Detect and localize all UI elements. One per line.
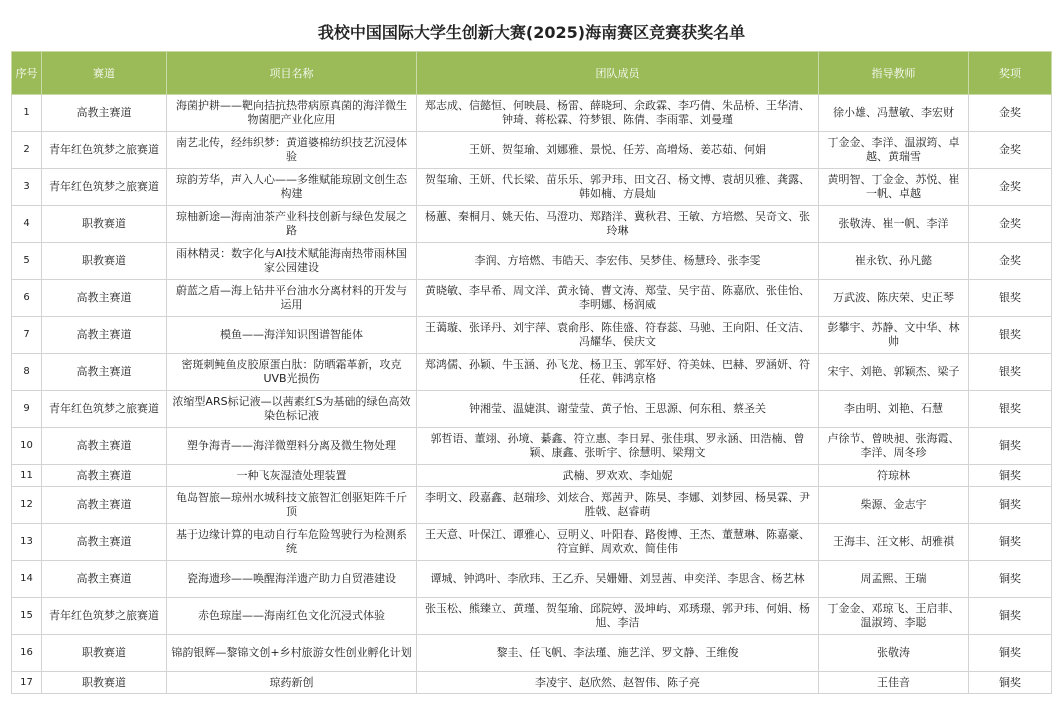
cell-award: 银奖	[969, 354, 1052, 391]
cell-members: 王天意、叶保江、谭雅心、豆明义、叶阳春、路俊博、王杰、董慧琳、陈嘉豪、符宣鲜、周欢欢、简佳伟	[417, 524, 819, 561]
cell-award: 银奖	[969, 280, 1052, 317]
cell-project: 密斑刺鲀鱼皮胶原蛋白肽：防晒霜革新，攻克UVB光损伤	[167, 354, 417, 391]
header-project: 项目名称	[167, 52, 417, 95]
cell-members: 李明文、段嘉鑫、赵瑞珍、刘炫合、郑茜尹、陈昊、李娜、刘梦园、杨昊霖、尹胜戟、赵睿萌	[417, 487, 819, 524]
cell-award: 金奖	[969, 169, 1052, 206]
cell-project: 一种飞灰湿渣处理装置	[167, 465, 417, 487]
cell-project: 塑争海青——海洋微塑料分离及微生物处理	[167, 428, 417, 465]
cell-award: 铜奖	[969, 635, 1052, 672]
cell-advisors: 丁金金、邓琼飞、王启菲、温淑筠、李聪	[819, 598, 969, 635]
cell-track: 职教赛道	[42, 635, 167, 672]
table-row	[12, 243, 1052, 280]
cell-advisors: 张敬涛	[819, 635, 969, 672]
table-row	[12, 524, 1052, 561]
cell-members: 郭哲语、董翊、孙境、綦鑫、符立惠、李日昇、张佳琪、罗永涵、田浩楠、曾颖、康鑫、张昕宇、徐慧明、梁翔文	[417, 428, 819, 465]
table-row	[12, 391, 1052, 428]
page-title: 我校中国国际大学生创新大赛(2025)海南赛区竞赛获奖名单	[317, 23, 746, 42]
cell-members: 李凌宇、赵欣然、赵智伟、陈子亮	[417, 672, 819, 694]
cell-index: 7	[12, 317, 42, 354]
cell-index: 13	[12, 524, 42, 561]
cell-members: 杨蕙、秦桐月、姚天佑、马澄功、郑踏洋、冀秋君、王敏、方培燃、吴奇文、张玲琳	[417, 206, 819, 243]
cell-members: 王妍、贺玺瑜、刘娜雅、景悦、任芳、高增炀、姜芯茹、何娟	[417, 132, 819, 169]
table-row	[12, 132, 1052, 169]
table-row	[12, 635, 1052, 672]
table-row	[12, 280, 1052, 317]
cell-track: 青年红色筑梦之旅赛道	[42, 598, 167, 635]
table-row	[12, 465, 1052, 487]
cell-project: 瓷海遗珍——唤醒海洋遗产助力自贸港建设	[167, 561, 417, 598]
cell-advisors: 柴源、金志宇	[819, 487, 969, 524]
cell-members: 郑鸿儒、孙颖、牛玉涵、孙飞龙、杨卫玉、郭军妤、符美妹、巴赫、罗涵妍、符任花、韩鸿京格	[417, 354, 819, 391]
cell-advisors: 卢徐节、曾映昶、张海霞、李洋、周冬珍	[819, 428, 969, 465]
cell-project: 基于边缘计算的电动自行车危险驾驶行为检测系统	[167, 524, 417, 561]
cell-track: 高教主赛道	[42, 95, 167, 132]
cell-track: 高教主赛道	[42, 487, 167, 524]
header-members: 团队成员	[417, 52, 819, 95]
cell-project: 琼韵芳华，声入人心——多维赋能琼剧文创生态构建	[167, 169, 417, 206]
cell-project: 龟岛智旅—琼州水城科技文旅智汇创驱矩阵千斤顶	[167, 487, 417, 524]
cell-members: 张玉松、熊臻立、黄瑾、贺玺瑜、邱院婷、汲坤屿、邓琇璟、郭尹玮、何娟、杨旭、李洁	[417, 598, 819, 635]
cell-track: 青年红色筑梦之旅赛道	[42, 132, 167, 169]
cell-index: 8	[12, 354, 42, 391]
cell-project: 蔚蓝之盾—海上钻井平台油水分离材料的开发与运用	[167, 280, 417, 317]
cell-members: 黎圭、任飞帆、李法瑾、施艺洋、罗文静、王维俊	[417, 635, 819, 672]
table-row	[12, 317, 1052, 354]
table-header-row	[12, 52, 1052, 95]
cell-advisors: 符琼林	[819, 465, 969, 487]
table-row	[12, 206, 1052, 243]
cell-index: 10	[12, 428, 42, 465]
cell-advisors: 黄明智、丁金金、苏悦、崔一帆、卓越	[819, 169, 969, 206]
cell-award: 金奖	[969, 206, 1052, 243]
cell-award: 金奖	[969, 243, 1052, 280]
cell-award: 金奖	[969, 132, 1052, 169]
cell-track: 职教赛道	[42, 672, 167, 694]
table-row	[12, 169, 1052, 206]
cell-award: 铜奖	[969, 428, 1052, 465]
cell-track: 高教主赛道	[42, 317, 167, 354]
table-row	[12, 428, 1052, 465]
cell-track: 职教赛道	[42, 206, 167, 243]
cell-members: 钟湘莹、温婕淇、谢莹莹、黄子怡、王思源、何东租、蔡圣关	[417, 391, 819, 428]
cell-advisors: 周孟熙、王瑞	[819, 561, 969, 598]
cell-advisors: 李由明、刘艳、石慧	[819, 391, 969, 428]
table-row	[12, 487, 1052, 524]
cell-advisors: 王佳音	[819, 672, 969, 694]
cell-award: 铜奖	[969, 465, 1052, 487]
cell-members: 武楠、罗欢欢、李灿妮	[417, 465, 819, 487]
cell-index: 16	[12, 635, 42, 672]
cell-index: 3	[12, 169, 42, 206]
cell-award: 铜奖	[969, 598, 1052, 635]
cell-track: 高教主赛道	[42, 524, 167, 561]
cell-award: 铜奖	[969, 487, 1052, 524]
cell-index: 17	[12, 672, 42, 694]
cell-index: 11	[12, 465, 42, 487]
cell-advisors: 张敬涛、崔一帆、李洋	[819, 206, 969, 243]
cell-project: 海菌护耕——靶向拮抗热带病原真菌的海洋微生物菌肥产业化应用	[167, 95, 417, 132]
cell-advisors: 万武波、陈庆荣、史正琴	[819, 280, 969, 317]
cell-track: 高教主赛道	[42, 561, 167, 598]
cell-project: 南艺北传，经纬织梦：黄道婆棉纺织技艺沉浸体验	[167, 132, 417, 169]
header-advisors: 指导教师	[819, 52, 969, 95]
cell-project: 雨林精灵：数字化与AI技术赋能海南热带雨林国家公园建设	[167, 243, 417, 280]
cell-advisors: 崔永钦、孙凡懿	[819, 243, 969, 280]
cell-members: 郑志成、信懿恒、何映晨、杨雷、薛晓珂、余政霖、李巧倩、朱品桥、王华清、钟琦、蒋松霖、符梦银、陈倩、李雨霏、刘曼瑾	[417, 95, 819, 132]
cell-members: 李润、方培燃、韦皓天、李宏伟、吴梦佳、杨慧玲、张李雯	[417, 243, 819, 280]
table-row	[12, 598, 1052, 635]
cell-award: 银奖	[969, 317, 1052, 354]
cell-index: 6	[12, 280, 42, 317]
cell-award: 铜奖	[969, 672, 1052, 694]
cell-track: 高教主赛道	[42, 428, 167, 465]
cell-index: 14	[12, 561, 42, 598]
cell-advisors: 丁金金、李洋、温淑筠、卓越、黄瑞雪	[819, 132, 969, 169]
cell-members: 谭城、钟鸿叶、李欣玮、王乙乔、吴姗姗、刘昱茜、申奕洋、李思含、杨艺林	[417, 561, 819, 598]
cell-track: 青年红色筑梦之旅赛道	[42, 169, 167, 206]
table-row	[12, 354, 1052, 391]
cell-track: 高教主赛道	[42, 354, 167, 391]
cell-project: 琼柚新途—海南油茶产业科技创新与绿色发展之路	[167, 206, 417, 243]
cell-advisors: 彭攀宇、苏静、文中华、林帅	[819, 317, 969, 354]
cell-award: 铜奖	[969, 561, 1052, 598]
cell-index: 5	[12, 243, 42, 280]
table-row	[12, 672, 1052, 694]
cell-project: 模鱼——海洋知识图谱智能体	[167, 317, 417, 354]
header-track: 赛道	[42, 52, 167, 95]
cell-award: 银奖	[969, 391, 1052, 428]
cell-project: 浓缩型ARS标记液—以茜素红S为基础的绿色高效染色标记液	[167, 391, 417, 428]
cell-members: 黄晓敏、李早希、周文洋、黄永锜、曹文涛、郑莹、吴宇苗、陈嘉欣、张佳怡、李明娜、杨润威	[417, 280, 819, 317]
cell-project: 琼药新创	[167, 672, 417, 694]
cell-award: 金奖	[969, 95, 1052, 132]
cell-track: 高教主赛道	[42, 280, 167, 317]
cell-advisors: 王海丰、汪文彬、胡雅祺	[819, 524, 969, 561]
cell-index: 15	[12, 598, 42, 635]
cell-project: 赤色琼崖——海南红色文化沉浸式体验	[167, 598, 417, 635]
cell-index: 2	[12, 132, 42, 169]
cell-award: 铜奖	[969, 524, 1052, 561]
cell-members: 王蔼璇、张译丹、刘宇萍、袁俞彤、陈佳盛、符春蕊、马驰、王向阳、任文洁、冯耀华、侯庆文	[417, 317, 819, 354]
header-index: 序号	[12, 52, 42, 95]
cell-track: 高教主赛道	[42, 465, 167, 487]
cell-index: 4	[12, 206, 42, 243]
cell-members: 贺玺瑜、王妍、代长梁、苗乐乐、郭尹玮、田文召、杨文博、袁胡贝雅、龚露、韩如楠、方晨灿	[417, 169, 819, 206]
header-award: 奖项	[969, 52, 1052, 95]
table-row	[12, 95, 1052, 132]
cell-index: 1	[12, 95, 42, 132]
cell-index: 9	[12, 391, 42, 428]
cell-track: 职教赛道	[42, 243, 167, 280]
cell-project: 锦韵银辉—黎锦文创+乡村旅游女性创业孵化计划	[167, 635, 417, 672]
table-row	[12, 561, 1052, 598]
cell-advisors: 宋宇、刘艳、郭颖杰、梁子	[819, 354, 969, 391]
cell-advisors: 徐小雄、冯慧敏、李宏财	[819, 95, 969, 132]
award-table	[11, 51, 1052, 694]
cell-track: 青年红色筑梦之旅赛道	[42, 391, 167, 428]
cell-index: 12	[12, 487, 42, 524]
